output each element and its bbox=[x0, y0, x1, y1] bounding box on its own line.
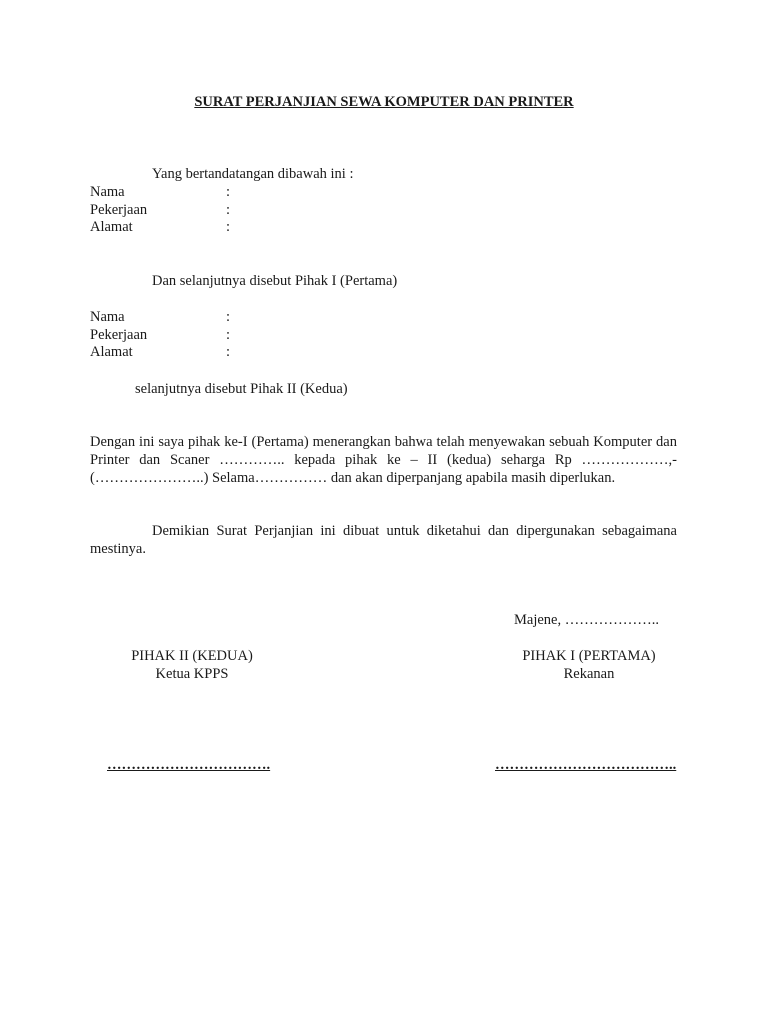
field-separator: : bbox=[226, 327, 231, 343]
party1-field-address bbox=[90, 218, 230, 236]
field-separator: : bbox=[226, 309, 231, 325]
signature-right-title: Rekanan bbox=[563, 666, 615, 682]
party1-field-name bbox=[90, 183, 230, 201]
signature-left-title: Ketua KPPS bbox=[155, 666, 229, 682]
party2-field-address bbox=[90, 343, 230, 361]
closing-text: Demikian Surat Perjanjian ini dibuat untuk diketahui dan dipergunakan sebagaimana mestinya. bbox=[90, 523, 677, 557]
party2-designation: selanjutnya disebut Pihak II (Kedua) bbox=[135, 381, 348, 397]
intro-text: Yang bertandatangan dibawah ini : bbox=[152, 166, 354, 182]
field-label: Nama bbox=[90, 184, 125, 200]
field-separator: : bbox=[226, 219, 231, 235]
closing-paragraph bbox=[90, 522, 677, 558]
field-separator: : bbox=[226, 184, 231, 200]
signature-right-role: PIHAK I (PERTAMA) bbox=[522, 648, 656, 664]
party1-field-job bbox=[90, 201, 230, 219]
field-label: Pekerjaan bbox=[90, 202, 148, 218]
party2-field-job bbox=[90, 326, 230, 344]
field-separator: : bbox=[226, 344, 231, 360]
signature-left-line: ……………………………. bbox=[107, 757, 271, 773]
field-label: Alamat bbox=[90, 219, 133, 235]
body-paragraph: Dengan ini saya pihak ke-I (Pertama) menerangkan bahwa telah menyewakan sebuah Komputer dan Printer dan Scaner ………….. kepada pihak ke – II (kedua) seharga Rp ………………,- (…………………..) Selama…………… dan akan diperpanjang apabila masih diperlukan. bbox=[90, 434, 677, 486]
field-label: Nama bbox=[90, 309, 125, 325]
signature-left-role: PIHAK II (KEDUA) bbox=[131, 648, 253, 664]
signature-right-line: ……………………………….. bbox=[495, 757, 677, 773]
field-separator: : bbox=[226, 202, 231, 218]
place-date: Majene, ……………….. bbox=[514, 612, 659, 628]
party1-designation: Dan selanjutnya disebut Pihak I (Pertama) bbox=[152, 273, 398, 289]
field-label: Pekerjaan bbox=[90, 327, 148, 343]
signature-left bbox=[92, 647, 292, 683]
document-title: SURAT PERJANJIAN SEWA KOMPUTER DAN PRINTER bbox=[194, 94, 574, 110]
party2-field-name bbox=[90, 308, 230, 326]
field-label: Alamat bbox=[90, 344, 133, 360]
signature-right bbox=[489, 647, 689, 683]
